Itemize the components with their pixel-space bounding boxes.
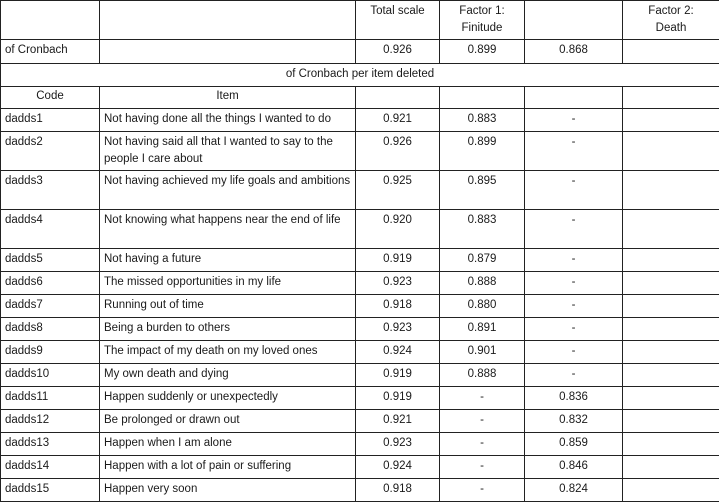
table-row <box>1 341 719 364</box>
row-code: dadds6 <box>1 272 100 295</box>
table-row <box>1 318 719 341</box>
table-row <box>1 479 719 502</box>
table-row <box>1 387 719 410</box>
row-empty-death <box>623 109 719 132</box>
row-empty-death <box>623 479 719 502</box>
row-empty-death <box>623 387 719 410</box>
row-factor1: - <box>440 387 525 410</box>
row-factor2: - <box>525 210 623 249</box>
row-total-scale: 0.919 <box>356 249 440 272</box>
alpha-empty-item <box>100 40 356 64</box>
row-item: Not having done all the things I wanted to do <box>100 109 356 132</box>
row-factor2: - <box>525 109 623 132</box>
row-item: Not having achieved my life goals and ambitions <box>100 171 356 210</box>
row-empty-death <box>623 318 719 341</box>
row-item: Happen suddenly or unexpectedly <box>100 387 356 410</box>
row-factor2: - <box>525 341 623 364</box>
row-empty-death <box>623 171 719 210</box>
column-header-code: Code <box>1 87 100 109</box>
table-row <box>1 109 719 132</box>
row-code: dadds9 <box>1 341 100 364</box>
header-factor1 <box>440 1 525 40</box>
column-header-empty-f2 <box>525 87 623 109</box>
table-row <box>1 410 719 433</box>
row-item: Happen when I am alone <box>100 433 356 456</box>
section-row <box>1 64 719 87</box>
row-factor1: 0.879 <box>440 249 525 272</box>
row-code: dadds5 <box>1 249 100 272</box>
alpha-factor1: 0.899 <box>440 40 525 64</box>
row-total-scale: 0.923 <box>356 318 440 341</box>
column-header-item: Item <box>100 87 356 109</box>
table-row <box>1 272 719 295</box>
header-factor2 <box>623 1 719 40</box>
row-item: Happen with a lot of pain or suffering <box>100 456 356 479</box>
row-empty-death <box>623 410 719 433</box>
row-item: Not knowing what happens near the end of life <box>100 210 356 249</box>
row-total-scale: 0.923 <box>356 272 440 295</box>
row-total-scale: 0.923 <box>356 433 440 456</box>
row-factor1: 0.899 <box>440 132 525 171</box>
column-header-empty-f1 <box>440 87 525 109</box>
header-factor2-line2: Death <box>627 20 715 37</box>
row-code: dadds3 <box>1 171 100 210</box>
row-total-scale: 0.926 <box>356 132 440 171</box>
row-factor2: - <box>525 132 623 171</box>
row-factor2: - <box>525 249 623 272</box>
row-total-scale: 0.921 <box>356 410 440 433</box>
table-row <box>1 364 719 387</box>
alpha-factor2: 0.868 <box>525 40 623 64</box>
header-empty-f2 <box>525 1 623 40</box>
row-item: Being a burden to others <box>100 318 356 341</box>
row-item: Happen very soon <box>100 479 356 502</box>
row-total-scale: 0.919 <box>356 364 440 387</box>
header-factor1-line2: Finitude <box>444 20 520 37</box>
row-factor1: 0.880 <box>440 295 525 318</box>
row-factor1: 0.883 <box>440 210 525 249</box>
alpha-empty-death <box>623 40 719 64</box>
row-empty-death <box>623 341 719 364</box>
table-row <box>1 295 719 318</box>
row-empty-death <box>623 210 719 249</box>
header-total-scale: Total scale <box>356 1 440 40</box>
row-empty-death <box>623 433 719 456</box>
row-total-scale: 0.925 <box>356 171 440 210</box>
row-factor1: 0.888 <box>440 272 525 295</box>
row-code: dadds14 <box>1 456 100 479</box>
column-header-empty-death <box>623 87 719 109</box>
row-factor1: - <box>440 433 525 456</box>
row-code: dadds1 <box>1 109 100 132</box>
alpha-label: of Cronbach <box>1 40 100 64</box>
row-total-scale: 0.924 <box>356 456 440 479</box>
header-empty-item <box>100 1 356 40</box>
header-factor2-line1: Factor 2: <box>627 3 715 20</box>
row-factor2: - <box>525 318 623 341</box>
row-total-scale: 0.918 <box>356 479 440 502</box>
table-row <box>1 456 719 479</box>
header-empty-code <box>1 1 100 40</box>
row-empty-death <box>623 132 719 171</box>
alpha-row <box>1 40 719 64</box>
row-code: dadds12 <box>1 410 100 433</box>
row-factor1: 0.883 <box>440 109 525 132</box>
row-factor2: 0.832 <box>525 410 623 433</box>
table-row <box>1 171 719 210</box>
row-factor1: 0.888 <box>440 364 525 387</box>
row-total-scale: 0.924 <box>356 341 440 364</box>
row-empty-death <box>623 295 719 318</box>
row-code: dadds10 <box>1 364 100 387</box>
table-row <box>1 210 719 249</box>
row-code: dadds7 <box>1 295 100 318</box>
row-factor1: - <box>440 410 525 433</box>
header-row <box>1 1 719 40</box>
row-empty-death <box>623 272 719 295</box>
table-row <box>1 433 719 456</box>
row-factor2: - <box>525 295 623 318</box>
row-factor2: 0.859 <box>525 433 623 456</box>
row-code: dadds2 <box>1 132 100 171</box>
table-row <box>1 132 719 171</box>
row-factor2: 0.846 <box>525 456 623 479</box>
row-factor1: 0.891 <box>440 318 525 341</box>
row-factor1: - <box>440 456 525 479</box>
row-item: The impact of my death on my loved ones <box>100 341 356 364</box>
row-factor1: 0.895 <box>440 171 525 210</box>
row-item: Running out of time <box>100 295 356 318</box>
row-total-scale: 0.920 <box>356 210 440 249</box>
header-factor1-line1: Factor 1: <box>444 3 520 20</box>
row-code: dadds13 <box>1 433 100 456</box>
row-empty-death <box>623 456 719 479</box>
row-code: dadds11 <box>1 387 100 410</box>
row-item: Be prolonged or drawn out <box>100 410 356 433</box>
row-empty-death <box>623 249 719 272</box>
row-code: dadds8 <box>1 318 100 341</box>
row-item: Not having a future <box>100 249 356 272</box>
row-item: My own death and dying <box>100 364 356 387</box>
row-factor2: - <box>525 171 623 210</box>
row-total-scale: 0.921 <box>356 109 440 132</box>
row-code: dadds15 <box>1 479 100 502</box>
row-factor2: - <box>525 272 623 295</box>
row-factor2: 0.836 <box>525 387 623 410</box>
row-item: Not having said all that I wanted to say to the people I care about <box>100 132 356 171</box>
table-row <box>1 249 719 272</box>
column-header-row <box>1 87 719 109</box>
row-factor1: - <box>440 479 525 502</box>
row-item: The missed opportunities in my life <box>100 272 356 295</box>
column-header-empty-total <box>356 87 440 109</box>
row-factor1: 0.901 <box>440 341 525 364</box>
row-code: dadds4 <box>1 210 100 249</box>
section-title: of Cronbach per item deleted <box>1 64 719 87</box>
row-factor2: - <box>525 364 623 387</box>
row-empty-death <box>623 364 719 387</box>
row-total-scale: 0.918 <box>356 295 440 318</box>
row-total-scale: 0.919 <box>356 387 440 410</box>
alpha-total: 0.926 <box>356 40 440 64</box>
row-factor2: 0.824 <box>525 479 623 502</box>
